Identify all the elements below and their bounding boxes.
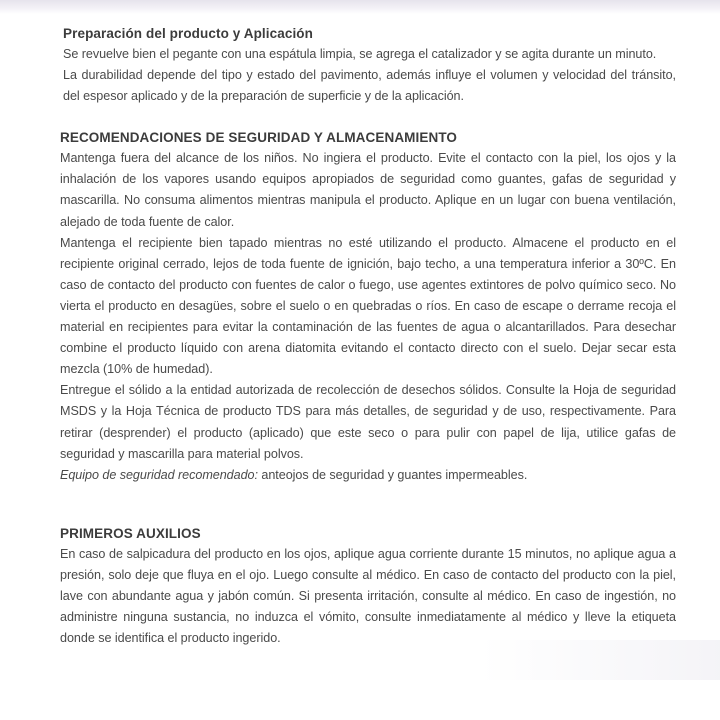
equipment-text: anteojos de seguridad y guantes impermeables.	[257, 467, 528, 482]
safety-paragraph-3: Entregue el sólido a la entidad autorizada de recolección de desechos sólidos. Consulte la Hoja de seguridad MSDS y la Hoja Técnica de producto TDS para más detalles, de seguridad y de uso, respectivamente. Para retirar (desprender) el producto (aplicado) que este seco o para pulir con papel de lija, utilice gafas de seguridad y mascarilla para material polvos.	[60, 383, 676, 461]
section-safety-storage	[60, 128, 676, 486]
safety-paragraph-2: Mantenga el recipiente bien tapado mientras no esté utilizando el producto. Almacene el producto en el recipiente original cerrado, lejos de toda fuente de ignición, bajo techo, a una temperatura inferior a 30ºC. En caso de contacto del producto con fuentes de calor o fuego, use agentes extintores de polvo químico seco. No vierta el producto en desagües, sobre el suelo o en quebradas o ríos. En caso de escape o derrame recoja el material en recipientes para evitar la contaminación de las fuentes de agua o alcantarillados. Para desechar combine el producto líquido con arena diatomita evitando el contacto directo con el suelo. Dejar secar esta mezcla (10% de humedad).	[60, 235, 676, 377]
section-preparation	[60, 24, 676, 107]
equipment-line	[60, 465, 676, 486]
section-title-preparation: Preparación del producto y Aplicación	[63, 26, 314, 41]
equipment-label: Equipo de seguridad recomendado:	[60, 467, 258, 482]
section-title-safety: RECOMENDACIONES DE SEGURIDAD Y ALMACENAMIENTO	[60, 130, 458, 146]
preparation-paragraph-1: Se revuelve bien el pegante con una espátula limpia, se agrega el catalizador y se agita durante un minuto.	[63, 47, 657, 61]
preparation-paragraph-2: La durabilidad depende del tipo y estado del pavimento, además influye el volumen y velocidad del tránsito, del espesor aplicado y de la preparación de superficie y de la aplicación.	[63, 68, 676, 104]
page-top-edge	[0, 0, 720, 14]
section-first-aid	[60, 524, 676, 649]
safety-paragraph-1: Mantenga fuera del alcance de los niños. No ingiera el producto. Evite el contacto con la piel, los ojos y la inhalación de los vapores usando equipos apropiados de seguridad como guantes, gafas de seguridad y mascarilla. No consuma alimentos mientras manipula el producto. Aplique en un lugar con buena ventilación, alejado de toda fuente de calor.	[60, 151, 676, 229]
first-aid-paragraph: En caso de salpicadura del producto en los ojos, aplique agua corriente durante 15 minutos, no aplique agua a presión, solo deje que fluya en el ojo. Luego consulte al médico. En caso de contacto del producto con la piel, lave con abundante agua y jabón común. Si presenta irritación, consulte al médico. En caso de ingestión, no administre ninguna sustancia, no induzca el vómito, consulte inmediatamente al médico y lleve la etiqueta donde se identifica el producto ingerido.	[60, 546, 676, 646]
document-page	[60, 24, 676, 649]
section-title-first-aid: PRIMEROS AUXILIOS	[60, 525, 201, 541]
